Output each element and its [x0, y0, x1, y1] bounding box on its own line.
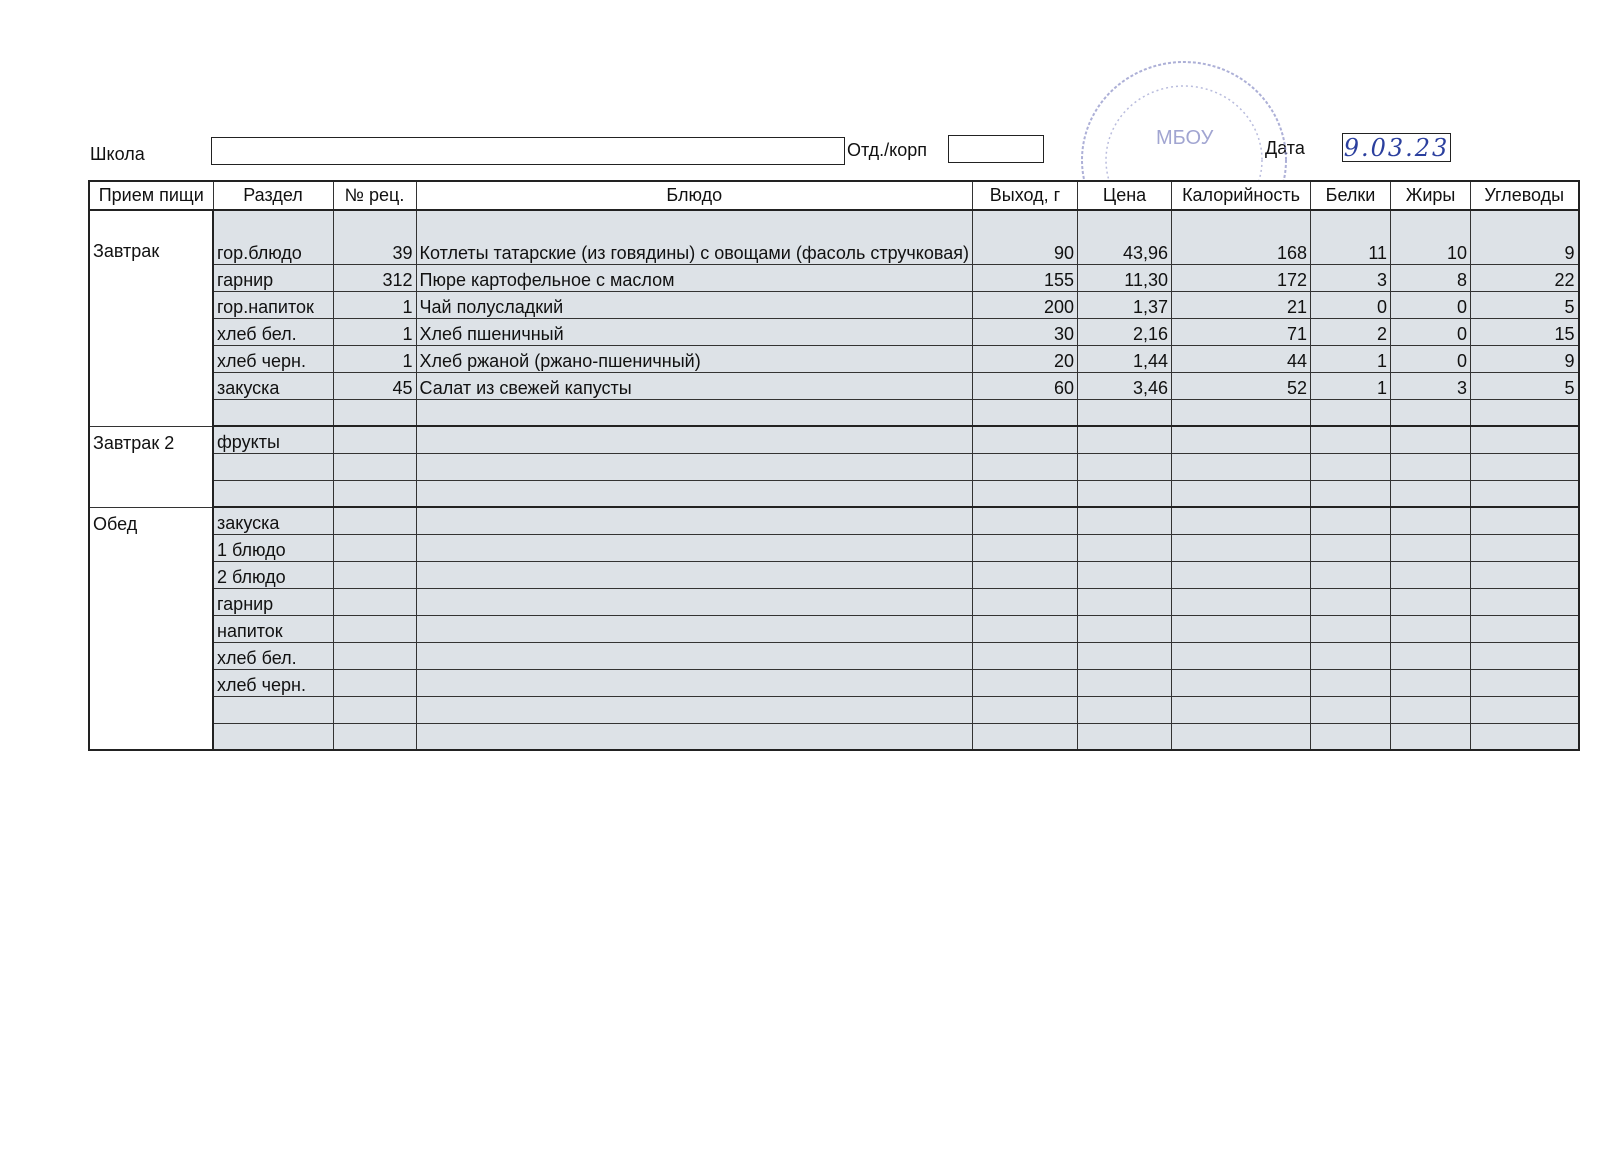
- proteins-cell: [1311, 669, 1391, 696]
- table-row: [89, 696, 1579, 723]
- proteins-cell: 0: [1311, 291, 1391, 318]
- price-cell: 43,96: [1078, 210, 1172, 264]
- dish-cell: Хлеб ржаной (ржано-пшеничный): [416, 345, 973, 372]
- table-row: [89, 561, 1579, 588]
- proteins-cell: [1311, 507, 1391, 534]
- proteins-cell: 1: [1311, 372, 1391, 399]
- calories-cell: 21: [1172, 291, 1311, 318]
- price-cell: 2,16: [1078, 318, 1172, 345]
- fats-cell: 10: [1391, 210, 1471, 264]
- price-cell: 3,46: [1078, 372, 1172, 399]
- col-header-recipe: № рец.: [333, 181, 416, 210]
- proteins-cell: 3: [1311, 264, 1391, 291]
- recipe-cell: 39: [333, 210, 416, 264]
- table-row: [89, 291, 1579, 318]
- calories-cell: 44: [1172, 345, 1311, 372]
- calories-cell: [1172, 399, 1311, 426]
- yield-cell: 20: [973, 345, 1078, 372]
- yield-cell: 90: [973, 210, 1078, 264]
- section-cell: [213, 399, 333, 426]
- section-cell: [213, 480, 333, 507]
- yield-cell: [973, 723, 1078, 750]
- dish-cell: [416, 399, 973, 426]
- table-row: [89, 480, 1579, 507]
- col-header-price: Цена: [1078, 181, 1172, 210]
- price-cell: [1078, 696, 1172, 723]
- carbs-cell: 9: [1471, 210, 1579, 264]
- fats-cell: [1391, 723, 1471, 750]
- proteins-cell: [1311, 534, 1391, 561]
- proteins-cell: [1311, 480, 1391, 507]
- fats-cell: [1391, 453, 1471, 480]
- dish-cell: [416, 642, 973, 669]
- svg-text:МБОУ: МБОУ: [1156, 127, 1214, 149]
- calories-cell: [1172, 723, 1311, 750]
- section-cell: [213, 696, 333, 723]
- table-row: [89, 588, 1579, 615]
- col-header-dish: Блюдо: [416, 181, 973, 210]
- proteins-cell: [1311, 615, 1391, 642]
- dish-cell: [416, 426, 973, 453]
- yield-cell: [973, 480, 1078, 507]
- carbs-cell: [1471, 615, 1579, 642]
- dish-cell: [416, 669, 973, 696]
- yield-cell: 155: [973, 264, 1078, 291]
- section-cell: [213, 453, 333, 480]
- carbs-cell: 5: [1471, 291, 1579, 318]
- calories-cell: 52: [1172, 372, 1311, 399]
- dept-field[interactable]: [948, 135, 1044, 163]
- price-cell: [1078, 561, 1172, 588]
- fats-cell: [1391, 561, 1471, 588]
- col-header-yield: Выход, г: [973, 181, 1078, 210]
- yield-cell: [973, 399, 1078, 426]
- calories-cell: [1172, 507, 1311, 534]
- calories-cell: [1172, 642, 1311, 669]
- section-cell: 2 блюдо: [213, 561, 333, 588]
- calories-cell: [1172, 669, 1311, 696]
- yield-cell: [973, 588, 1078, 615]
- fats-cell: 0: [1391, 345, 1471, 372]
- recipe-cell: [333, 480, 416, 507]
- calories-cell: [1172, 534, 1311, 561]
- yield-cell: 30: [973, 318, 1078, 345]
- section-cell: напиток: [213, 615, 333, 642]
- carbs-cell: [1471, 669, 1579, 696]
- date-field[interactable]: 9.03.23: [1343, 133, 1450, 162]
- price-cell: 1,37: [1078, 291, 1172, 318]
- yield-cell: [973, 642, 1078, 669]
- carbs-cell: [1471, 399, 1579, 426]
- calories-cell: 172: [1172, 264, 1311, 291]
- fats-cell: [1391, 669, 1471, 696]
- proteins-cell: [1311, 426, 1391, 453]
- dish-cell: [416, 588, 973, 615]
- dish-cell: [416, 507, 973, 534]
- section-cell: закуска: [213, 507, 333, 534]
- proteins-cell: 1: [1311, 345, 1391, 372]
- price-cell: [1078, 426, 1172, 453]
- carbs-cell: 15: [1471, 318, 1579, 345]
- recipe-cell: 45: [333, 372, 416, 399]
- price-cell: [1078, 453, 1172, 480]
- col-header-calories: Калорийность: [1172, 181, 1311, 210]
- dish-cell: [416, 615, 973, 642]
- yield-cell: [973, 426, 1078, 453]
- proteins-cell: [1311, 453, 1391, 480]
- table-row: [89, 264, 1579, 291]
- table-row: [89, 507, 1579, 534]
- school-field[interactable]: [211, 137, 845, 165]
- section-cell: гор.напиток: [213, 291, 333, 318]
- price-cell: [1078, 480, 1172, 507]
- yield-cell: [973, 615, 1078, 642]
- fats-cell: [1391, 615, 1471, 642]
- price-cell: [1078, 642, 1172, 669]
- meal-cell: Завтрак: [89, 210, 213, 426]
- col-header-section: Раздел: [213, 181, 333, 210]
- col-header-proteins: Белки: [1311, 181, 1391, 210]
- proteins-cell: [1311, 696, 1391, 723]
- section-cell: хлеб бел.: [213, 318, 333, 345]
- table-row: [89, 426, 1579, 453]
- carbs-cell: [1471, 642, 1579, 669]
- calories-cell: [1172, 696, 1311, 723]
- yield-cell: [973, 561, 1078, 588]
- calories-cell: [1172, 561, 1311, 588]
- price-cell: [1078, 507, 1172, 534]
- table-row: [89, 723, 1579, 750]
- section-cell: хлеб черн.: [213, 669, 333, 696]
- dish-cell: Чай полусладкий: [416, 291, 973, 318]
- proteins-cell: [1311, 561, 1391, 588]
- table-row: [89, 210, 1579, 264]
- yield-cell: 60: [973, 372, 1078, 399]
- carbs-cell: [1471, 588, 1579, 615]
- dish-cell: Котлеты татарские (из говядины) с овощами (фасоль стручковая): [416, 210, 973, 264]
- fats-cell: 8: [1391, 264, 1471, 291]
- fats-cell: [1391, 480, 1471, 507]
- section-cell: гарнир: [213, 588, 333, 615]
- fats-cell: [1391, 399, 1471, 426]
- price-cell: [1078, 534, 1172, 561]
- carbs-cell: [1471, 453, 1579, 480]
- school-label: Школа: [90, 144, 145, 164]
- yield-cell: [973, 534, 1078, 561]
- carbs-cell: [1471, 426, 1579, 453]
- carbs-cell: 22: [1471, 264, 1579, 291]
- table-row: [89, 615, 1579, 642]
- table-row: [89, 534, 1579, 561]
- recipe-cell: 1: [333, 345, 416, 372]
- carbs-cell: [1471, 696, 1579, 723]
- section-cell: хлеб черн.: [213, 345, 333, 372]
- table-row: [89, 642, 1579, 669]
- fats-cell: [1391, 534, 1471, 561]
- calories-cell: [1172, 588, 1311, 615]
- carbs-cell: [1471, 480, 1579, 507]
- section-cell: закуска: [213, 372, 333, 399]
- fats-cell: 0: [1391, 318, 1471, 345]
- recipe-cell: 1: [333, 318, 416, 345]
- proteins-cell: [1311, 588, 1391, 615]
- price-cell: 1,44: [1078, 345, 1172, 372]
- table-row: [89, 399, 1579, 426]
- yield-cell: [973, 696, 1078, 723]
- dish-cell: Пюре картофельное с маслом: [416, 264, 973, 291]
- proteins-cell: [1311, 642, 1391, 669]
- yield-cell: [973, 507, 1078, 534]
- proteins-cell: [1311, 723, 1391, 750]
- recipe-cell: [333, 534, 416, 561]
- recipe-cell: [333, 426, 416, 453]
- price-cell: [1078, 723, 1172, 750]
- price-cell: [1078, 399, 1172, 426]
- section-cell: гор.блюдо: [213, 210, 333, 264]
- calories-cell: 168: [1172, 210, 1311, 264]
- proteins-cell: 11: [1311, 210, 1391, 264]
- dish-cell: Хлеб пшеничный: [416, 318, 973, 345]
- recipe-cell: [333, 723, 416, 750]
- meal-cell: Завтрак 2: [89, 426, 213, 507]
- fats-cell: [1391, 507, 1471, 534]
- calories-cell: [1172, 480, 1311, 507]
- date-label: Дата: [1265, 138, 1305, 158]
- table-row: [89, 453, 1579, 480]
- col-header-carbs: Углеводы: [1471, 181, 1579, 210]
- yield-cell: 200: [973, 291, 1078, 318]
- section-cell: [213, 723, 333, 750]
- table-row: [89, 669, 1579, 696]
- table-row: [89, 372, 1579, 399]
- recipe-cell: [333, 588, 416, 615]
- recipe-cell: [333, 669, 416, 696]
- price-cell: [1078, 669, 1172, 696]
- proteins-cell: 2: [1311, 318, 1391, 345]
- price-cell: [1078, 588, 1172, 615]
- carbs-cell: [1471, 723, 1579, 750]
- recipe-cell: 1: [333, 291, 416, 318]
- calories-cell: 71: [1172, 318, 1311, 345]
- dish-cell: [416, 480, 973, 507]
- dish-cell: [416, 561, 973, 588]
- price-cell: [1078, 615, 1172, 642]
- recipe-cell: 312: [333, 264, 416, 291]
- recipe-cell: [333, 615, 416, 642]
- section-cell: хлеб бел.: [213, 642, 333, 669]
- recipe-cell: [333, 507, 416, 534]
- col-header-fats: Жиры: [1391, 181, 1471, 210]
- carbs-cell: [1471, 507, 1579, 534]
- table-row: [89, 345, 1579, 372]
- dish-cell: [416, 723, 973, 750]
- fats-cell: [1391, 696, 1471, 723]
- carbs-cell: [1471, 534, 1579, 561]
- dish-cell: [416, 696, 973, 723]
- carbs-cell: [1471, 561, 1579, 588]
- dish-cell: [416, 453, 973, 480]
- section-cell: 1 блюдо: [213, 534, 333, 561]
- dept-label: Отд./корп: [847, 140, 927, 160]
- section-cell: фрукты: [213, 426, 333, 453]
- price-cell: 11,30: [1078, 264, 1172, 291]
- dish-cell: Салат из свежей капусты: [416, 372, 973, 399]
- fats-cell: 0: [1391, 291, 1471, 318]
- recipe-cell: [333, 561, 416, 588]
- calories-cell: [1172, 615, 1311, 642]
- calories-cell: [1172, 426, 1311, 453]
- meal-cell: Обед: [89, 507, 213, 750]
- fats-cell: [1391, 588, 1471, 615]
- section-cell: гарнир: [213, 264, 333, 291]
- recipe-cell: [333, 642, 416, 669]
- fats-cell: [1391, 642, 1471, 669]
- recipe-cell: [333, 399, 416, 426]
- yield-cell: [973, 669, 1078, 696]
- table-row: [89, 318, 1579, 345]
- calories-cell: [1172, 453, 1311, 480]
- menu-table: [88, 180, 1580, 751]
- carbs-cell: 9: [1471, 345, 1579, 372]
- fats-cell: 3: [1391, 372, 1471, 399]
- fats-cell: [1391, 426, 1471, 453]
- recipe-cell: [333, 696, 416, 723]
- recipe-cell: [333, 453, 416, 480]
- yield-cell: [973, 453, 1078, 480]
- table-header-row: [89, 181, 1579, 210]
- carbs-cell: 5: [1471, 372, 1579, 399]
- proteins-cell: [1311, 399, 1391, 426]
- dish-cell: [416, 534, 973, 561]
- col-header-meal: Прием пищи: [89, 181, 213, 210]
